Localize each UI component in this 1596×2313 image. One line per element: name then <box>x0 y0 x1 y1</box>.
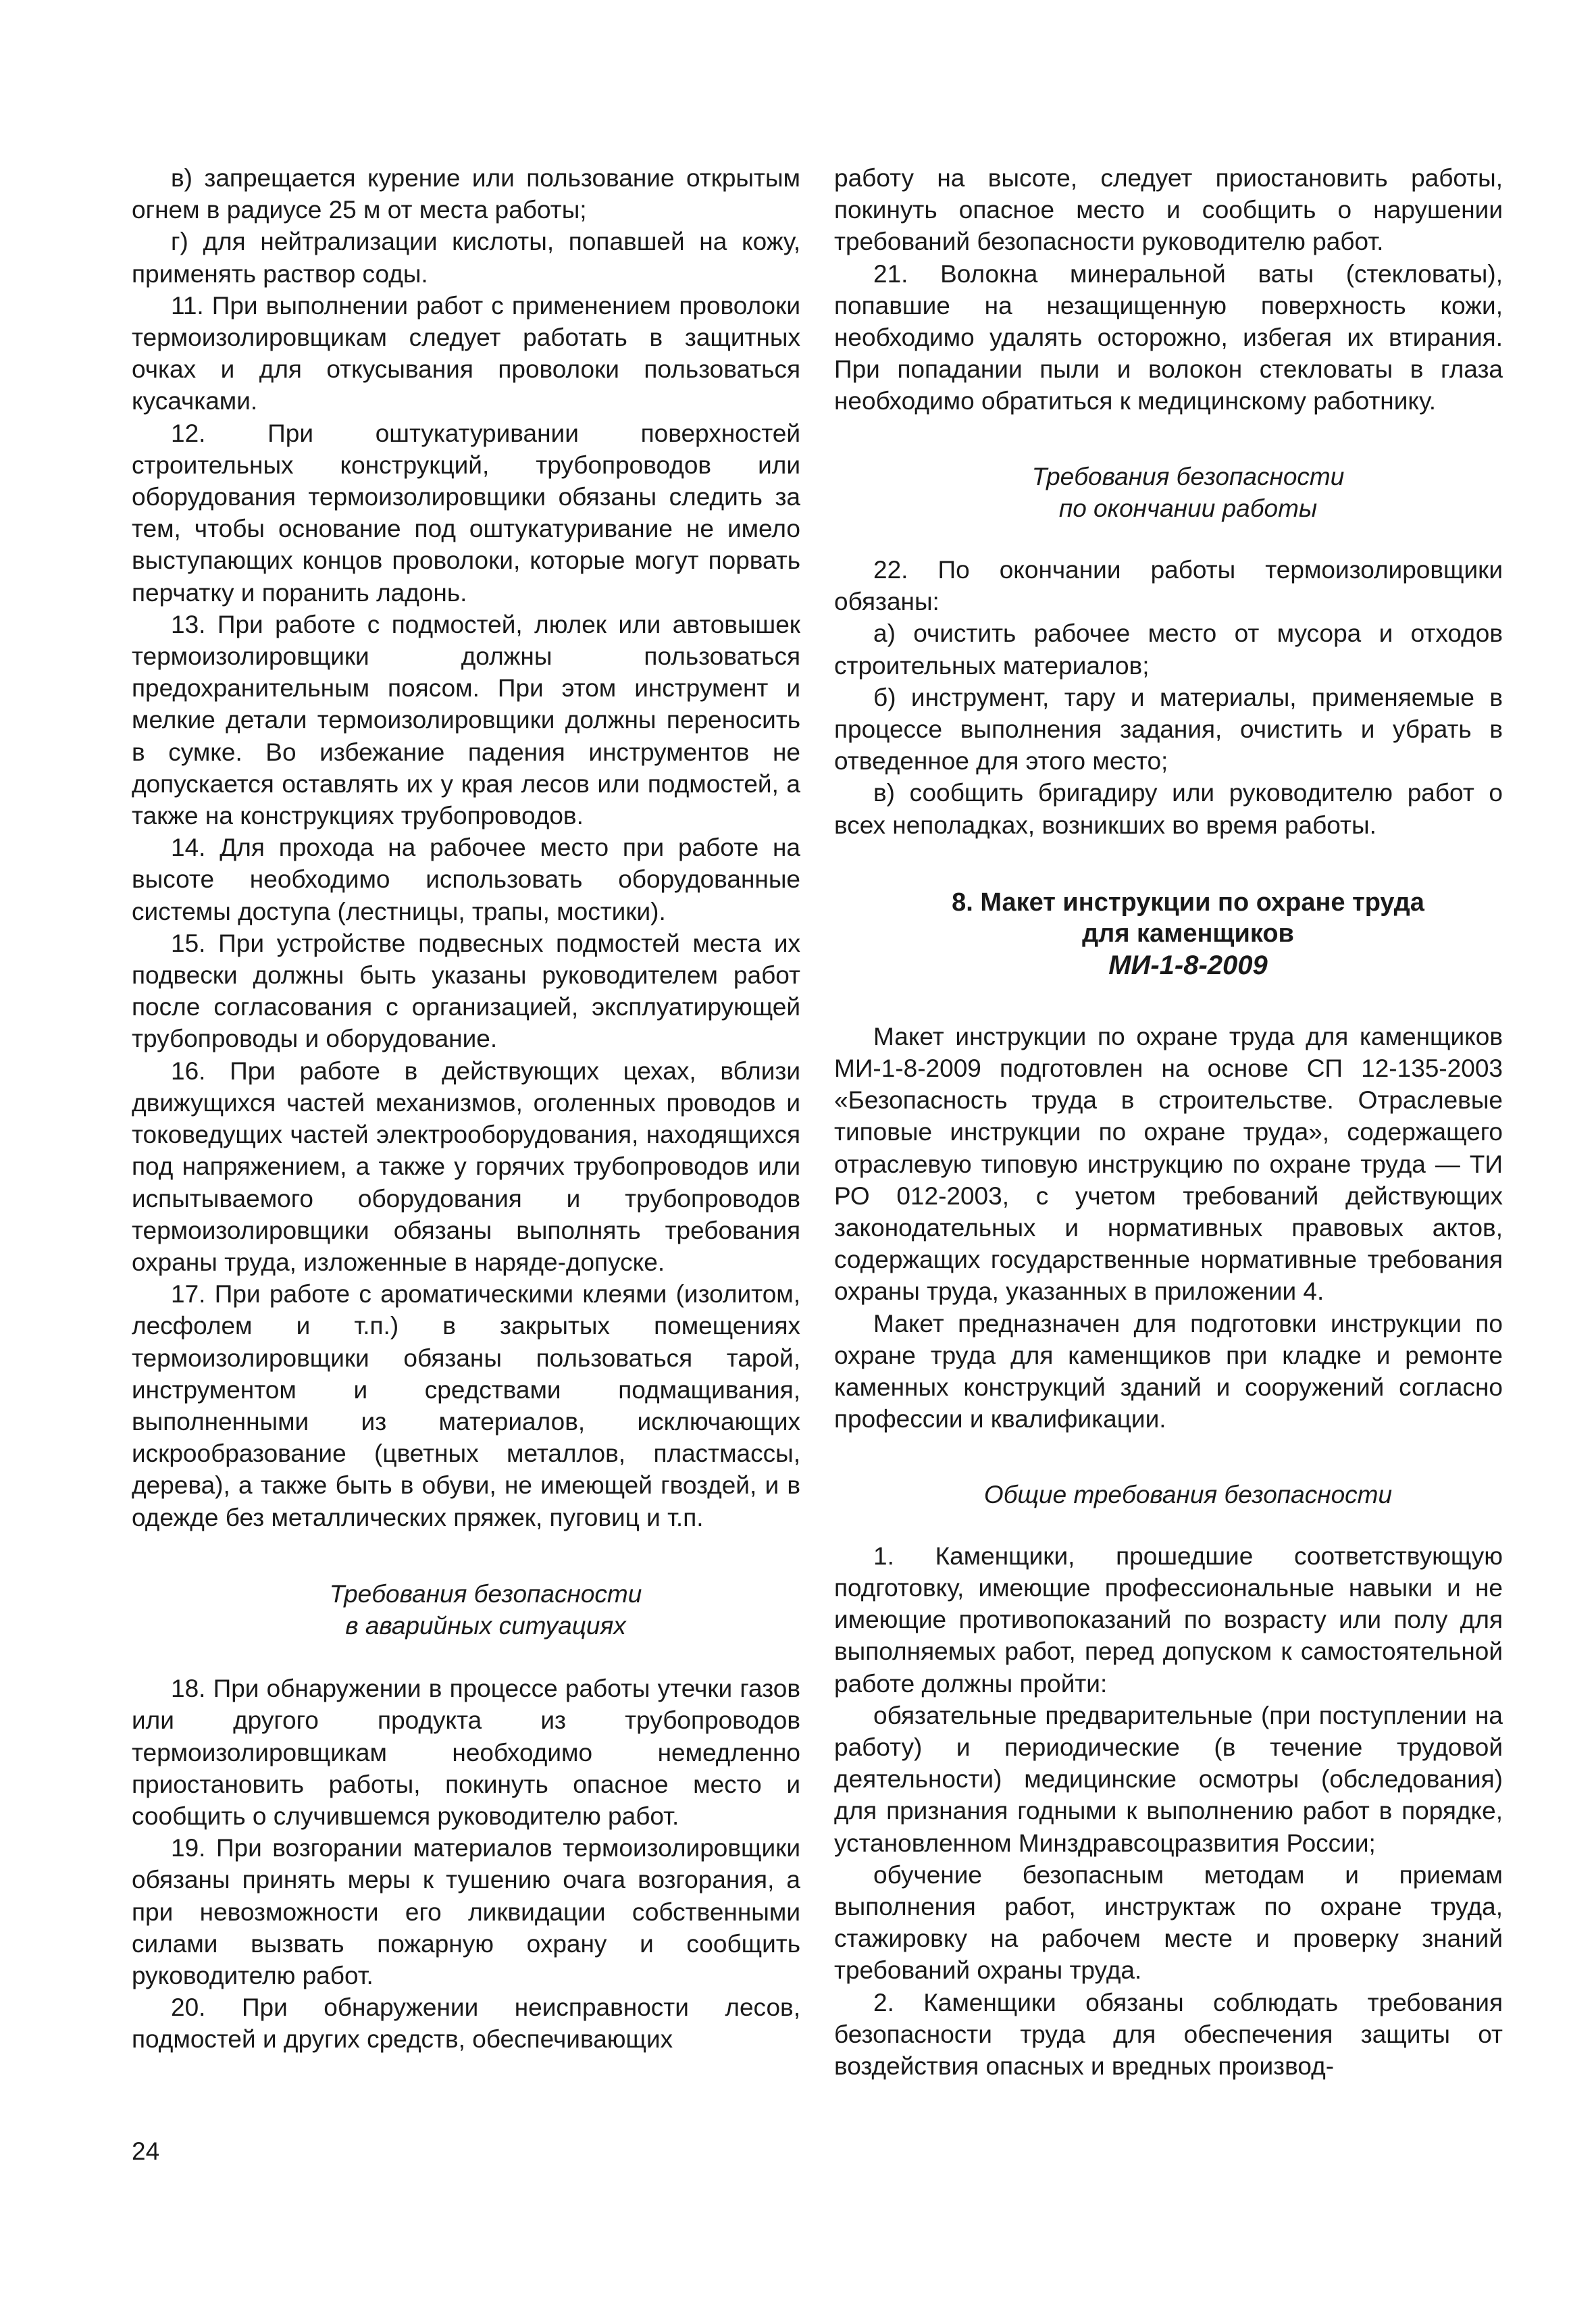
section-title-line: 8. Макет инструкции по охране труда <box>952 888 1424 917</box>
paragraph: 17. При работе с ароматическими клеями (изолитом, лесфолем и т.п.) в закрытых помещениях термоизолировщики обязаны пользоваться тарой, инструментом и средствами подмащивания, выполненными из материалов, исключающих искрообразование (цветных металлов, пластмассы, дерева), а также быть в обуви, не имеющей гвоздей, и в одежде без металлических пряжек, пуговиц и т.п. <box>132 1280 800 1531</box>
paragraph: 14. Для прохода на рабочее место при работе на высоте необходимо использовать оборудованные системы доступа (лестницы, трапы, мостики). <box>132 834 800 925</box>
paragraph: 15. При устройстве подвесных подмостей места их подвески должны быть указаны руководителем работ после согласования с организацией, эксплуатирующей трубопроводы и оборудование. <box>132 929 800 1053</box>
subsection-heading-end-of-work <box>834 461 1503 524</box>
subsection-heading-line: Общие требования безопасности <box>983 1480 1393 1508</box>
subsection-heading-line: в аварийных ситуациях <box>345 1611 626 1640</box>
paragraph: Макет инструкции по охране труда для каменщиков МИ-1-8-2009 подготовлен на основе СП 12-135-2003 «Безопасность труда в строительстве. Отраслевые типовые инструкции по охране труда», содержащего отраслевую типовую инструкцию по охране труда — ТИ РО 012-2003, с учетом требований действующих законодательных и нормативных правовых актов, содержащих государственные нормативные требования охраны труда, указанных в приложении 4. <box>834 1022 1503 1306</box>
paragraph: 22. По окончании работы термоизолировщики обязаны: <box>834 556 1503 616</box>
paragraph: 16. При работе в действующих цехах, вблизи движущихся частей механизмов, оголенных проводов и токоведущих частей электрооборудования, находящихся под напряжением, а также у горячих трубопроводов или испытываемого оборудования и трубопроводов термоизолировщики обязаны выполнять требования охраны труда, изложенные в наряде-допуске. <box>132 1057 800 1276</box>
paragraph: в) запрещается курение или пользование открытым огнем в радиусе 25 м от места работы; <box>132 164 800 224</box>
subsection-heading-emergency <box>132 1578 800 1642</box>
paragraph-continuation: работу на высоте, следует приостановить работы, покинуть опасное место и сообщить о нарушении требований безопасности руководителю работ. <box>834 164 1503 256</box>
paragraph: 2. Каменщики обязаны соблюдать требования безопасности труда для обеспечения защиты от воздействия опасных и вредных производ- <box>834 1988 1503 2080</box>
subsection-heading-line: Требования безопасности <box>1031 462 1345 490</box>
paragraph: в) сообщить бригадиру или руководителю работ о всех неполадках, возникших во время работы. <box>834 779 1503 839</box>
right-column <box>834 162 1503 2082</box>
paragraph: 21. Волокна минеральной ваты (стекловаты), попавшие на незащищенную поверхность кожи, необходимо удалять осторожно, избегая их втирания. При попадании пыли и волокон стекловаты в глаза необходимо обратиться к медицинскому работнику. <box>834 259 1503 415</box>
left-column <box>132 162 800 2056</box>
paragraph: 13. При работе с подмостей, люлек или автовышек термоизолировщики должны пользоваться предохранительным поясом. При этом инструмент и мелкие детали термоизолировщики должны переносить в сумке. Во избежание падения инструментов не допускается оставлять их у края лесов или подмостей, а также на конструкциях трубопроводов. <box>132 610 800 830</box>
subsection-heading-line: по окончании работы <box>1058 494 1318 522</box>
paragraph: 1. Каменщики, прошедшие соответствующую подготовку, имеющие профессиональные навыки и не имеющие противопоказаний по возрасту или полу для выполняемых работ, перед допуском к самостоятельной работе должны пройти: <box>834 1542 1503 1698</box>
paragraph: обязательные предварительные (при поступлении на работу) и периодические (в течение трудовой деятельности) медицинские осмотры (обследования) для признания годными к выполнению работ в порядке, установленном Минздравсоцразвития России; <box>834 1701 1503 1857</box>
page-number: 24 <box>132 2137 160 2165</box>
paragraph: б) инструмент, тару и материалы, применяемые в процессе выполнения задания, очистить и убрать в отведенное для этого место; <box>834 683 1503 776</box>
paragraph: 18. При обнаружении в процессе работы утечки газов или другого продукта из трубопроводов термоизолировщикам необходимо немедленно приостановить работы, покинуть опасное место и сообщить о случившемся руководителю работ. <box>132 1675 800 1830</box>
paragraph: г) для нейтрализации кислоты, попавшей на кожу, применять раствор соды. <box>132 228 800 288</box>
paragraph: обучение безопасным методам и приемам выполнения работ, инструктаж по охране труда, стажировку на рабочем месте и проверку знаний требований охраны труда. <box>834 1860 1503 1985</box>
paragraph: Макет предназначен для подготовки инструкции по охране труда для каменщиков при кладке и ремонте каменных конструкций зданий и сооружений согласно профессии и квалификации. <box>834 1309 1503 1433</box>
subsection-heading-general <box>834 1479 1503 1510</box>
paragraph: 20. При обнаружении неисправности лесов, подмостей и других средств, обеспечивающих <box>132 1993 800 2054</box>
section-heading <box>834 887 1503 982</box>
section-title-line: для каменщиков <box>1082 919 1294 948</box>
section-code: МИ-1-8-2009 <box>1108 950 1268 980</box>
paragraph: 11. При выполнении работ с применением проволоки термоизолировщикам следует работать в защитных очках и для откусывания проволоки пользоваться кусачками. <box>132 291 800 415</box>
subsection-heading-line: Требования безопасности <box>329 1579 642 1608</box>
paragraph: 19. При возгорании материалов термоизолировщики обязаны принять меры к тушению очага возгорания, а при невозможности его ликвидации собственными силами вызвать пожарную охрану и сообщить руководителю работ. <box>132 1834 800 1989</box>
paragraph: а) очистить рабочее место от мусора и отходов строительных материалов; <box>834 619 1503 680</box>
paragraph: 12. При оштукатуривании поверхностей строительных конструкций, трубопроводов или оборудования термоизолировщики обязаны следить за тем, чтобы основание под оштукатуривание не имело выступающих концов проволоки, которые могут порвать перчатку и поранить ладонь. <box>132 419 800 607</box>
